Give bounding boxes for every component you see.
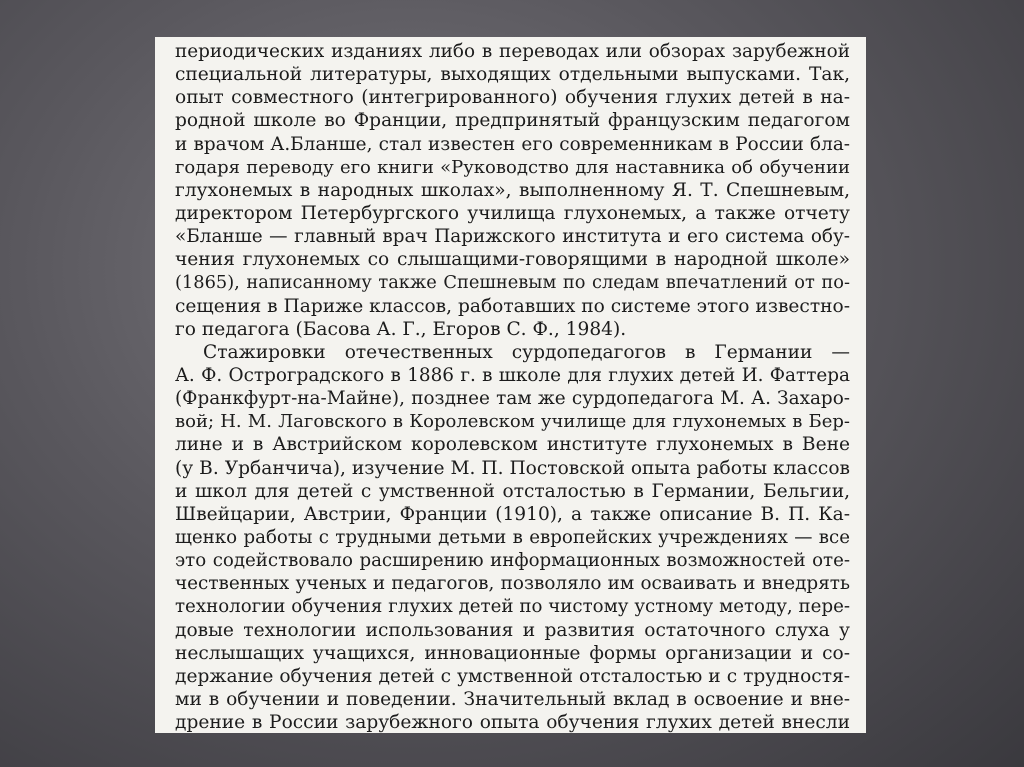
text-line: это содействовало расширению информационных возможностей оте- [175, 550, 850, 572]
text-line: специальной литературы, выходящих отдельными выпусками. Так, [175, 64, 850, 86]
paragraph-start-line: Стажировки отечественных сурдопедагогов в Германии — [203, 341, 850, 363]
text-line: глухонемых в народных школах», выполненному Я. Т. Спешневым, [175, 179, 850, 201]
scanned-page [155, 37, 866, 733]
text-line: сещения в Париже классов, работавших по системе этого известно- [175, 295, 850, 317]
text-line: неслышащих учащихся, инновационные формы организации и со- [175, 642, 850, 664]
text-line: довые технологии использования и развития остаточного слуха у [175, 619, 850, 641]
text-line: держание обучения детей с умственной отсталостью и с трудностя- [175, 665, 850, 687]
text-line: дрение в России зарубежного опыта обучения глухих детей внесли [175, 712, 850, 733]
text-line: (1865), написанному также Спешневым по следам впечатлений от по- [175, 272, 850, 294]
text-line: А. Ф. Остроградского в 1886 г. в школе для глухих детей И. Фаттера [175, 364, 850, 386]
text-line: директором Петербургского училища глухонемых, а также отчету [175, 202, 850, 224]
text-line: Швейцарии, Австрии, Франции (1910), а также описание В. П. Ка- [175, 503, 850, 525]
text-line: ми в обучении и поведении. Значительный вклад в освоение и вне- [175, 688, 850, 710]
text-line: чественных ученых и педагогов, позволяло им осваивать и внедрять [175, 573, 850, 595]
text-line: вой; Н. М. Лаговского в Королевском училище для глухонемых в Бер- [175, 411, 850, 433]
text-line: периодических изданиях либо в переводах или обзорах зарубежной [175, 41, 850, 62]
text-line: щенко работы с трудными детьми в европейских учреждениях — все [175, 526, 850, 548]
text-line: технологии обучения глухих детей по чистому устному методу, пере- [175, 596, 850, 618]
text-line: годаря переводу его книги «Руководство для наставника об обучении [175, 156, 850, 178]
text-line: (Франкфурт-на-Майне), позднее там же сурдопедагога М. А. Захаро- [175, 388, 850, 410]
text-line: опыт совместного (интегрированного) обучения глухих детей в на- [175, 87, 850, 109]
text-line: и врачом А.Бланше, стал известен его современникам в России бла- [175, 133, 850, 155]
text-line: лине и в Австрийском королевском институте глухонемых в Вене [175, 434, 850, 456]
text-line: «Бланше — главный врач Парижского института и его система обу- [175, 226, 850, 248]
text-line: и школ для детей с умственной отсталостью в Германии, Бельгии, [175, 480, 850, 502]
text-line: чения глухонемых со слышащими-говорящими в народной школе» [175, 249, 850, 271]
paragraph-end-line: го педагога (Басова А. Г., Егоров С. Ф., 1984). [175, 318, 627, 340]
text-line: родной школе во Франции, предпринятый французским педагогом [175, 110, 850, 132]
text-line: (у В. Урбанчича), изучение М. П. Постовской опыта работы классов [175, 457, 850, 479]
